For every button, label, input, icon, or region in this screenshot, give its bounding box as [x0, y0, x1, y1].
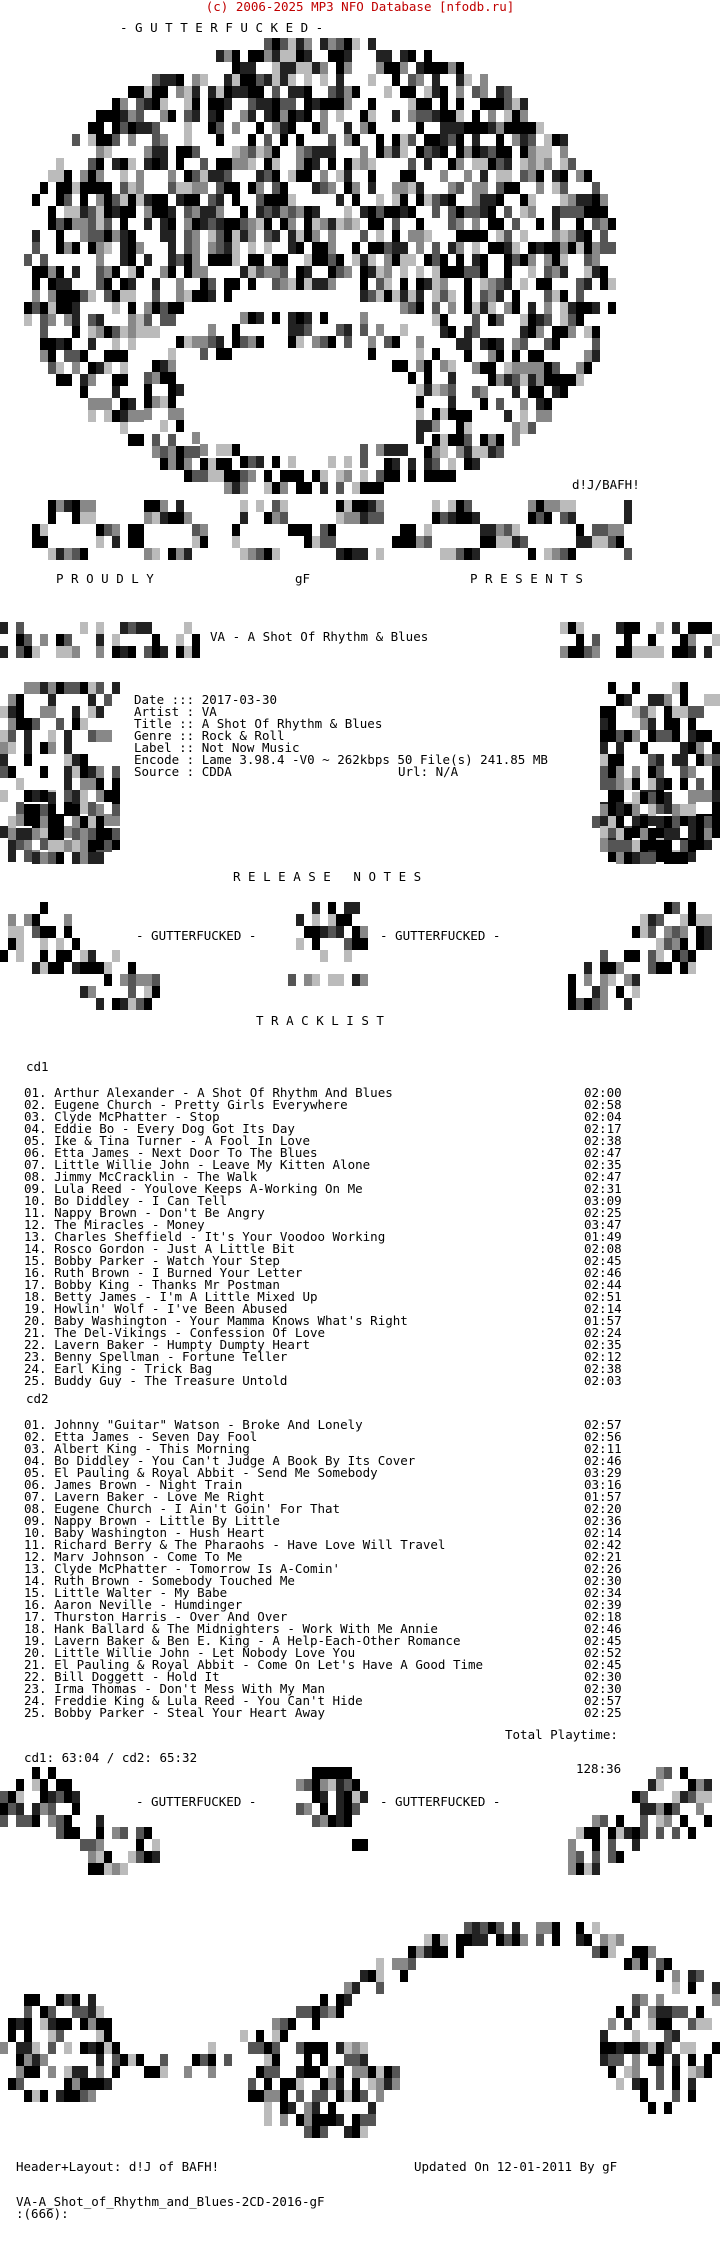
track-title: 10. Baby Washington - Hush Heart: [24, 1525, 265, 1540]
info-value: Rock & Roll: [201, 728, 285, 743]
track-title: 14. Rosco Gordon - Just A Little Bit: [24, 1241, 295, 1256]
track-title: 04. Bo Diddley - You Can't Judge A Book By Its Cover: [24, 1453, 416, 1468]
track-title: 07. Little Willie John - Leave My Kitten Alone: [24, 1157, 371, 1172]
tag-right-2: - GUTTERFUCKED -: [380, 1794, 501, 1809]
track-duration: 02:47: [584, 1169, 622, 1184]
info-line: [134, 766, 232, 778]
track-title: 23. Irma Thomas - Don't Mess With My Man: [24, 1681, 326, 1696]
track-duration: 02:21: [584, 1549, 622, 1564]
track-duration: 02:51: [584, 1289, 622, 1304]
track-duration: 03:29: [584, 1465, 622, 1480]
tag-right: - GUTTERFUCKED -: [380, 928, 501, 943]
track-duration: 02:34: [584, 1585, 622, 1600]
cd1-label: cd1: [26, 1059, 49, 1074]
info-key: Label ::: [134, 740, 202, 755]
track-title: 25. Bobby Parker - Steal Your Heart Away: [24, 1705, 326, 1720]
tracklist-heading: T R A C K L I S T: [256, 1013, 384, 1028]
track-duration: 03:09: [584, 1193, 622, 1208]
track-title: 12. The Miracles - Money: [24, 1217, 205, 1232]
track-duration: 01:49: [584, 1229, 622, 1244]
track-duration: 02:12: [584, 1349, 622, 1364]
track-duration: 02:35: [584, 1157, 622, 1172]
track-title: 16. Aaron Neville - Humdinger: [24, 1597, 243, 1612]
track-duration: 02:46: [584, 1453, 622, 1468]
track-title: 06. Etta James - Next Door To The Blues: [24, 1145, 318, 1160]
track-title: 05. El Pauling & Royal Abbit - Send Me Somebody: [24, 1465, 378, 1480]
copyright-header: (c) 2006-2025 MP3 NFO Database [nfodb.ru]: [205, 0, 515, 14]
track-title: 03. Albert King - This Morning: [24, 1441, 250, 1456]
track-title: 15. Little Walter - My Babe: [24, 1585, 228, 1600]
track-duration: 02:30: [584, 1681, 622, 1696]
release-notes-heading: R E L E A S E N O T E S: [233, 869, 422, 884]
track-title: 09. Lula Reed - Youlove Keeps A-Working On Me: [24, 1181, 363, 1196]
info-value: Lame 3.98.4 -V0 ~ 262kbps 50 File(s) 241.85 MB: [201, 752, 548, 767]
info-key: Source :: [134, 764, 202, 779]
tag-left: - GUTTERFUCKED -: [136, 928, 257, 943]
track-duration: 02:45: [584, 1633, 622, 1648]
release-filename: VA-A_Shot_of_Rhythm_and_Blues-2CD-2016-gF: [16, 2194, 325, 2209]
track-title: 17. Bobby King - Thanks Mr Postman: [24, 1277, 280, 1292]
track-duration: 02:47: [584, 1145, 622, 1160]
track-title: 07. Lavern Baker - Love Me Right: [24, 1489, 265, 1504]
track-title: 17. Thurston Harris - Over And Over: [24, 1609, 288, 1624]
track-title: 02. Eugene Church - Pretty Girls Everywhere: [24, 1097, 348, 1112]
track-duration: 02:04: [584, 1109, 622, 1124]
release-title: VA - A Shot Of Rhythm & Blues: [210, 629, 429, 644]
per-cd-playtime: cd1: 63:04 / cd2: 65:32: [24, 1750, 198, 1765]
total-playtime-label: Total Playtime:: [505, 1727, 618, 1742]
art-credit: d!J/BAFH!: [572, 477, 640, 492]
track-duration: 02:03: [584, 1373, 622, 1388]
track-title: 16. Ruth Brown - I Burned Your Letter: [24, 1265, 303, 1280]
info-value: Not Now Music: [201, 740, 300, 755]
info-value: CDDA: [201, 764, 232, 779]
track-duration: 02:25: [584, 1705, 622, 1720]
track-duration: 02:46: [584, 1265, 622, 1280]
track-duration: 02:35: [584, 1337, 622, 1352]
track-title: 22. Bill Doggett - Hold It: [24, 1669, 220, 1684]
total-playtime: 128:36: [576, 1761, 622, 1776]
info-key: Artist :: [134, 704, 202, 719]
track-duration: 02:31: [584, 1181, 622, 1196]
proudly-label: P R O U D L Y: [56, 571, 154, 586]
track-duration: 02:57: [584, 1417, 622, 1432]
track-duration: 02:17: [584, 1121, 622, 1136]
track-title: 22. Lavern Baker - Humpty Dumpty Heart: [24, 1337, 310, 1352]
track-duration: 01:57: [584, 1489, 622, 1504]
track-duration: 02:14: [584, 1301, 622, 1316]
track-title: 15. Bobby Parker - Watch Your Step: [24, 1253, 280, 1268]
track-title: 08. Jimmy McCracklin - The Walk: [24, 1169, 258, 1184]
track-title: 18. Betty James - I'm A Little Mixed Up: [24, 1289, 318, 1304]
updated-credit: Updated On 12-01-2011 By gF: [414, 2159, 618, 2174]
track-duration: 02:39: [584, 1597, 622, 1612]
track-title: 11. Nappy Brown - Don't Be Angry: [24, 1205, 265, 1220]
track-duration: 03:16: [584, 1477, 622, 1492]
track-title: 13. Charles Sheffield - It's Your Voodoo Working: [24, 1229, 386, 1244]
track-title: 09. Nappy Brown - Little By Little: [24, 1513, 280, 1528]
track-duration: 02:38: [584, 1361, 622, 1376]
track-title: 13. Clyde McPhatter - Tomorrow Is A-Comin': [24, 1561, 341, 1576]
track-duration: 02:42: [584, 1537, 622, 1552]
track-title: 23. Benny Spellman - Fortune Teller: [24, 1349, 288, 1364]
tag-left-2: - GUTTERFUCKED -: [136, 1794, 257, 1809]
track-title: 12. Marv Johnson - Come To Me: [24, 1549, 243, 1564]
track-title: 04. Eddie Bo - Every Dog Got Its Day: [24, 1121, 295, 1136]
track-duration: 02:45: [584, 1657, 622, 1672]
track-title: 19. Howlin' Wolf - I've Been Abused: [24, 1301, 288, 1316]
track-title: 25. Buddy Guy - The Treasure Untold: [24, 1373, 288, 1388]
track-title: 18. Hank Ballard & The Midnighters - Work With Me Annie: [24, 1621, 438, 1636]
track-duration: 02:30: [584, 1669, 622, 1684]
track-duration: 02:25: [584, 1205, 622, 1220]
track-title: 21. El Pauling & Royal Abbit - Come On Let's Have A Good Time: [24, 1657, 484, 1672]
track-duration: 02:20: [584, 1501, 622, 1516]
info-value: A Shot Of Rhythm & Blues: [201, 716, 383, 731]
track-duration: 02:00: [584, 1085, 622, 1100]
track-title: 11. Richard Berry & The Pharaohs - Have Love Will Travel: [24, 1537, 446, 1552]
info-key: Genre ::: [134, 728, 202, 743]
track-duration: 02:45: [584, 1253, 622, 1268]
track-title: 20. Baby Washington - Your Mamma Knows What's Right: [24, 1313, 408, 1328]
signature: :(666):: [16, 2206, 69, 2221]
info-value: VA: [201, 704, 217, 719]
info-key: Title ::: [134, 716, 202, 731]
track-duration: 02:30: [584, 1573, 622, 1588]
track-title: 10. Bo Diddley - I Can Tell: [24, 1193, 228, 1208]
track-duration: 02:44: [584, 1277, 622, 1292]
info-key: Date :::: [134, 692, 202, 707]
track-duration: 02:11: [584, 1441, 622, 1456]
gf-label: gF: [295, 571, 311, 586]
track-title: 02. Etta James - Seven Day Fool: [24, 1429, 258, 1444]
track-duration: 02:18: [584, 1609, 622, 1624]
release-url: Url: N/A: [398, 764, 459, 779]
track-duration: 02:14: [584, 1525, 622, 1540]
track-title: 05. Ike & Tina Turner - A Fool In Love: [24, 1133, 310, 1148]
track-title: 01. Arthur Alexander - A Shot Of Rhythm And Blues: [24, 1085, 393, 1100]
track-duration: 02:36: [584, 1513, 622, 1528]
track-title: 14. Ruth Brown - Somebody Touched Me: [24, 1573, 295, 1588]
info-key: Encode :: [134, 752, 202, 767]
track-title: 21. The Del-Vikings - Confession Of Love: [24, 1325, 326, 1340]
track-title: 20. Little Willie John - Let Nobody Love You: [24, 1645, 356, 1660]
layout-credit: Header+Layout: d!J of BAFH!: [16, 2159, 220, 2174]
track-duration: 02:46: [584, 1621, 622, 1636]
track-title: 08. Eugene Church - I Ain't Goin' For That: [24, 1501, 341, 1516]
track-duration: 02:38: [584, 1133, 622, 1148]
track-duration: 02:57: [584, 1693, 622, 1708]
track-duration: 02:56: [584, 1429, 622, 1444]
track-title: 06. James Brown - Night Train: [24, 1477, 243, 1492]
track-duration: 01:57: [584, 1313, 622, 1328]
track-duration: 03:47: [584, 1217, 622, 1232]
track-title: 24. Freddie King & Lula Reed - You Can't Hide: [24, 1693, 363, 1708]
track-title: 19. Lavern Baker & Ben E. King - A Help-Each-Other Romance: [24, 1633, 461, 1648]
track-duration: 02:24: [584, 1325, 622, 1340]
track-title: 03. Clyde McPhatter - Stop: [24, 1109, 220, 1124]
track-duration: 02:26: [584, 1561, 622, 1576]
track-duration: 02:52: [584, 1645, 622, 1660]
track-title: 24. Earl King - Trick Bag: [24, 1361, 213, 1376]
cd2-label: cd2: [26, 1391, 49, 1406]
track-duration: 02:58: [584, 1097, 622, 1112]
track-duration: 02:08: [584, 1241, 622, 1256]
track-title: 01. Johnny "Guitar" Watson - Broke And Lonely: [24, 1417, 363, 1432]
presents-label: P R E S E N T S: [470, 571, 583, 586]
info-value: 2017-03-30: [201, 692, 277, 707]
group-title: - G U T T E R F U C K E D -: [120, 20, 324, 35]
